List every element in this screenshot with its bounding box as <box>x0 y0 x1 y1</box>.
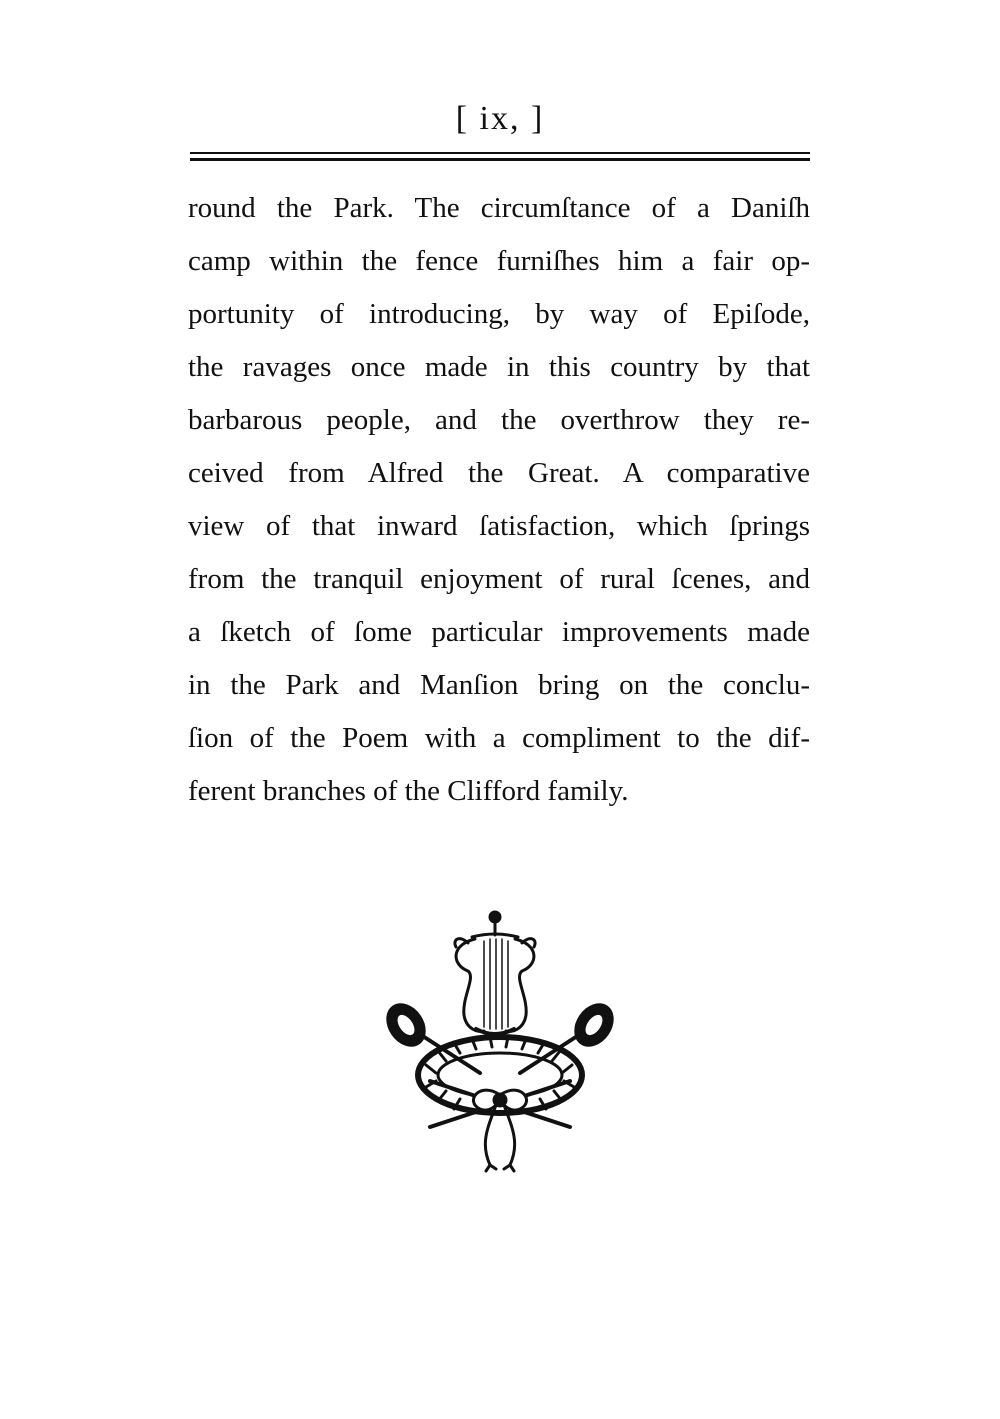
header-rule-thin <box>190 152 810 154</box>
text-line-1: round the Park. The circumſtance of a Daniſh <box>188 192 810 224</box>
text-line-7: view of that inward ſatisfaction, which ſprings <box>188 510 810 542</box>
header-rule-thick <box>190 158 810 161</box>
lyre-horns-wreath-ornament-icon <box>380 905 620 1175</box>
body-text <box>188 182 810 818</box>
text-line-6: ceived from Alfred the Great. A comparative <box>188 457 810 489</box>
text-line-12: ferent branches of the Clifford family. <box>188 775 629 807</box>
text-line-11: ſion of the Poem with a compliment to the dif- <box>188 722 810 754</box>
text-line-3: portunity of introducing, by way of Epiſode, <box>188 298 810 330</box>
text-line-8: from the tranquil enjoyment of rural ſcenes, and <box>188 563 810 595</box>
text-line-5: barbarous people, and the overthrow they re- <box>188 404 810 436</box>
page-number: [ ix, ] <box>455 100 545 137</box>
text-line-9: a ſketch of ſome particular improvements made <box>188 616 810 648</box>
text-line-10: in the Park and Manſion bring on the conclu- <box>188 669 810 701</box>
text-line-4: the ravages once made in this country by that <box>188 351 810 383</box>
text-line-2: camp within the fence furniſhes him a fair op- <box>188 245 810 277</box>
